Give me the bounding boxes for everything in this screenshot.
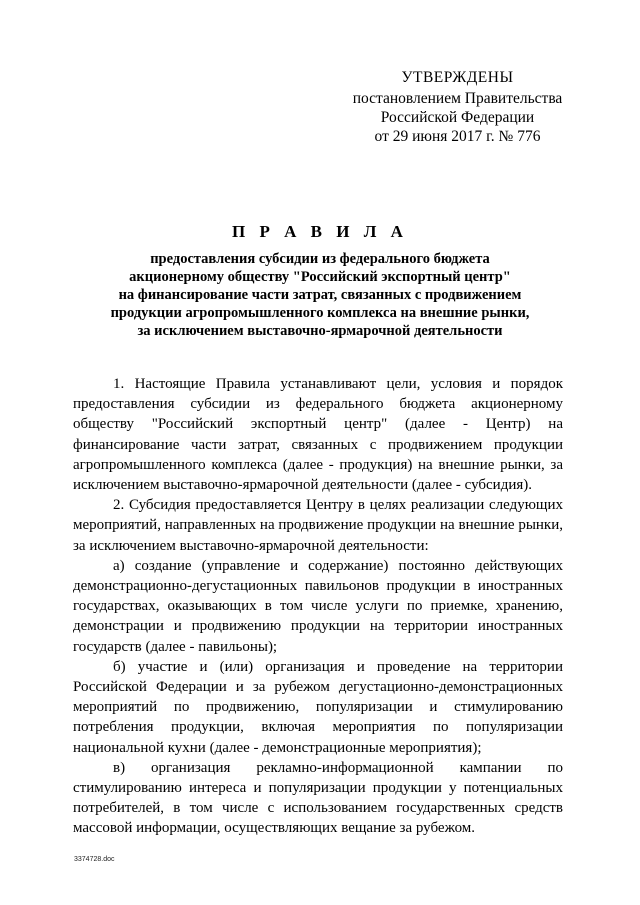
document-title: П Р А В И Л А	[232, 222, 408, 241]
subtitle-line: продукции агропромышленного комплекса на внешние рынки,	[110, 305, 530, 321]
approval-title: УТВЕРЖДЕНЫ	[401, 69, 514, 86]
paragraph-2: 2. Субсидия предоставляется Центру в целях реализации следующих мероприятий, направленных на продвижение продукции на внешние рынки, за исключением выставочно-ярмарочной деятельности:	[73, 497, 563, 554]
document-subtitle	[80, 250, 560, 340]
subtitle-line: за исключением выставочно-ярмарочной деятельности	[137, 323, 503, 339]
approval-block	[345, 68, 570, 146]
subtitle-line: акционерному обществу "Российский экспортный центр"	[129, 269, 511, 285]
approval-line-1: постановлением Правительства	[352, 90, 563, 107]
document-body	[73, 374, 563, 839]
approval-line-2: Российской Федерации	[380, 109, 535, 126]
paragraph-1: 1. Настоящие Правила устанавливают цели, условия и порядок предоставления субсидии из федерального бюджета акционерному обществу "Российский экспортный центр" (далее - Центр) на финансирование части затрат, связанных с продвижением продукции агропромышленного комплекса (далее - продукция) на внешние рынки, за исключением выставочно-ярмарочной деятельности (далее - субсидия).	[73, 376, 563, 494]
paragraph-2c: в) организация рекламно-информационной кампании по стимулированию интереса и популяризации продукции у потенциальных потребителей, в том числе с использованием государственных средств массовой информации, осуществляющих вещание за рубежом.	[73, 759, 563, 837]
subtitle-line: на финансирование части затрат, связанных с продвижением	[118, 287, 522, 303]
file-code: 3374728.doc	[74, 856, 115, 863]
approval-line-3: от 29 июня 2017 г. № 776	[374, 128, 541, 145]
paragraph-2b: б) участие и (или) организация и проведение на территории Российской Федерации и за рубежом дегустационно-демонстрационных мероприятий по продвижению, популяризации и стимулированию потребления продукции, включая мероприятия по популяризации национальной кухни (далее - демонстрационные мероприятия);	[73, 658, 563, 756]
paragraph-2a: а) создание (управление и содержание) постоянно действующих демонстрационно-дегустационных павильонов продукции в иностранных государствах, оказывающих в том числе услуги по приемке, хранению, демонстрации и продвижению продукции на территории иностранных государств (далее - павильоны);	[73, 557, 563, 655]
subtitle-line: предоставления субсидии из федерального бюджета	[150, 251, 490, 267]
